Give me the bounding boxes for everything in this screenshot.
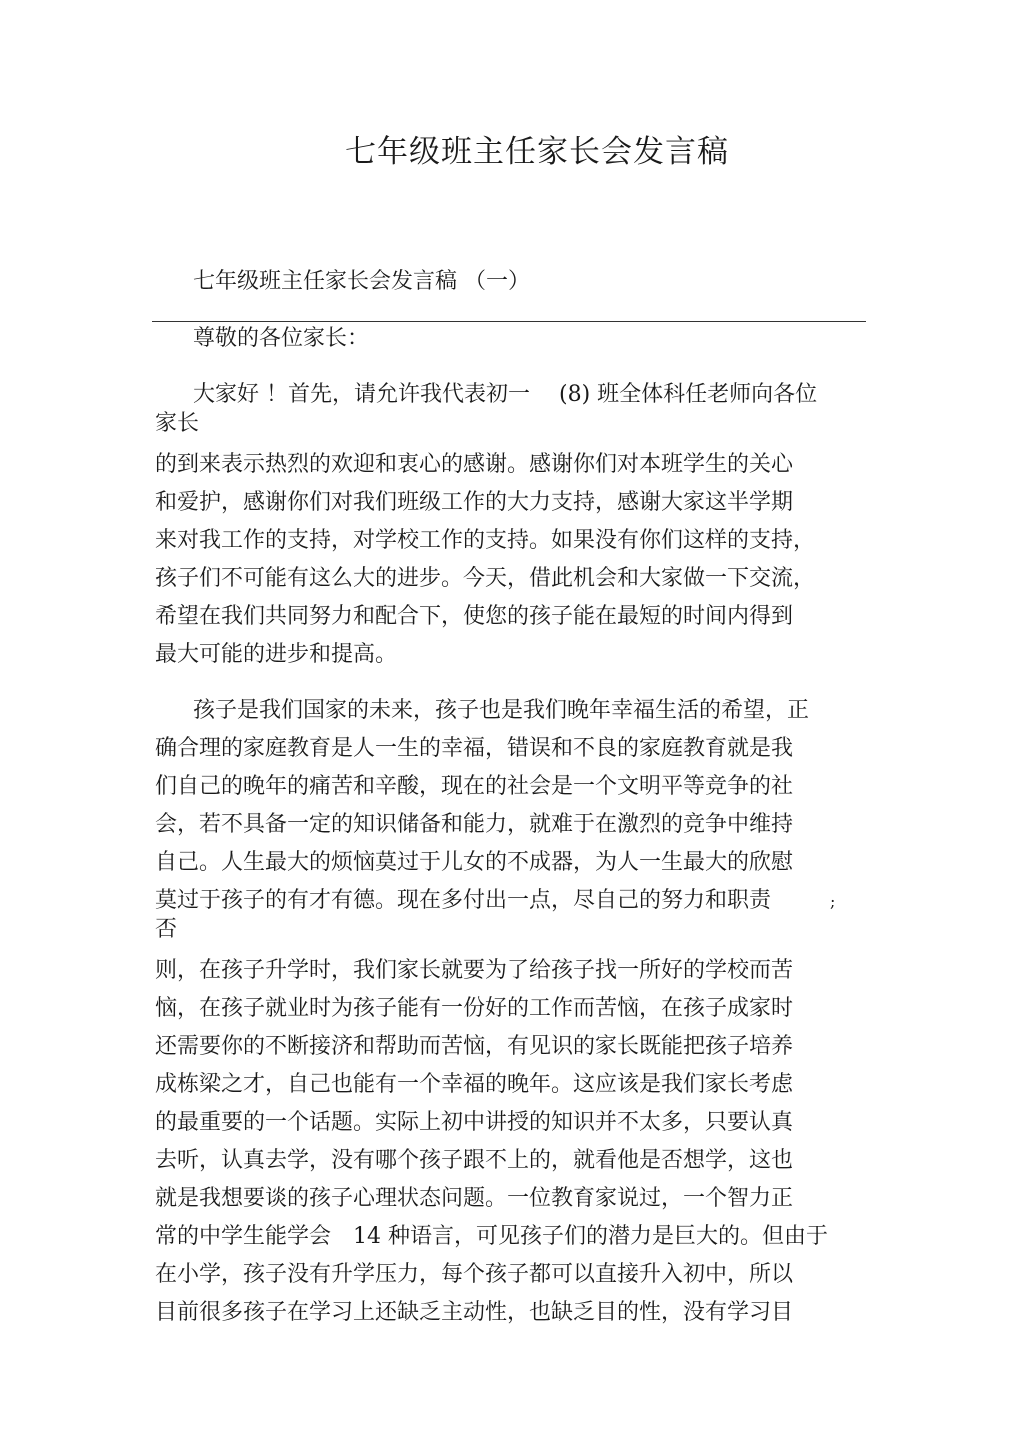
paragraph-line: 的最重要的一个话题。实际上初中讲授的知识并不太多，只要认真 xyxy=(155,1110,794,1135)
paragraph-line: 来对我工作的支持，对学校工作的支持。如果没有你们这样的支持， xyxy=(155,528,816,553)
paragraph-line: 恼，在孩子就业时为孩子能有一份好的工作而苦恼，在孩子成家时 xyxy=(155,996,794,1021)
paragraph-line: 家长 xyxy=(155,411,200,436)
divider-line xyxy=(152,321,866,322)
paragraph-line: 还需要你的不断接济和帮助而苦恼，有见识的家长既能把孩子培养 xyxy=(155,1034,794,1059)
paragraph-line: 孩子是我们国家的未来，孩子也是我们晚年幸福生活的希望，正 xyxy=(193,698,810,723)
paragraph-line: 的到来表示热烈的欢迎和衷心的感谢。感谢你们对本班学生的关心 xyxy=(155,452,794,477)
paragraph-line: 则，在孩子升学时，我们家长就要为了给孩子找一所好的学校而苦 xyxy=(155,958,794,983)
document-title: 七年级班主任家长会发言稿 xyxy=(345,134,729,170)
paragraph-line: 大家好 ！首先，请允许我代表初一 (8) 班全体科任老师向各位 xyxy=(193,382,818,407)
paragraph-line: 最大可能的进步和提高。 xyxy=(155,642,398,667)
paragraph-line: 会，若不具备一定的知识储备和能力，就难于在激烈的竞争中维持 xyxy=(155,812,794,837)
paragraph-line: 们自己的晚年的痛苦和辛酸，现在的社会是一个文明平等竞争的社 xyxy=(155,774,794,799)
paragraph-line: 目前很多孩子在学习上还缺乏主动性，也缺乏目的性，没有学习目 xyxy=(155,1300,794,1325)
paragraph-line: 孩子们不可能有这么大的进步。今天，借此机会和大家做一下交流， xyxy=(155,566,816,591)
document-subtitle: 七年级班主任家长会发言稿 （一） xyxy=(193,269,530,294)
paragraph-line: 就是我想要谈的孩子心理状态问题。一位教育家说过，一个智力正 xyxy=(155,1186,794,1211)
stray-mark: ; xyxy=(830,892,836,911)
paragraph-line: 希望在我们共同努力和配合下，使您的孩子能在最短的时间内得到 xyxy=(155,604,794,629)
paragraph-line: 否 xyxy=(155,917,178,942)
paragraph-line: 在小学，孩子没有升学压力，每个孩子都可以直接升入初中，所以 xyxy=(155,1262,794,1287)
paragraph-line: 莫过于孩子的有才有德。现在多付出一点，尽自己的努力和职责 xyxy=(155,888,772,913)
paragraph-line: 和爱护，感谢你们对我们班级工作的大力支持，感谢大家这半学期 xyxy=(155,490,794,515)
salutation: 尊敬的各位家长： xyxy=(193,326,370,351)
paragraph-line: 常的中学生能学会 14 种语言，可见孩子们的潜力是巨大的。但由于 xyxy=(155,1224,828,1249)
paragraph-line: 成栋梁之才，自己也能有一个幸福的晚年。这应该是我们家长考虑 xyxy=(155,1072,794,1097)
paragraph-line: 确合理的家庭教育是人一生的幸福，错误和不良的家庭教育就是我 xyxy=(155,736,794,761)
paragraph-line: 去听，认真去学，没有哪个孩子跟不上的，就看他是否想学，这也 xyxy=(155,1148,794,1173)
paragraph-line: 自己。人生最大的烦恼莫过于儿女的不成器，为人一生最大的欣慰 xyxy=(155,850,794,875)
